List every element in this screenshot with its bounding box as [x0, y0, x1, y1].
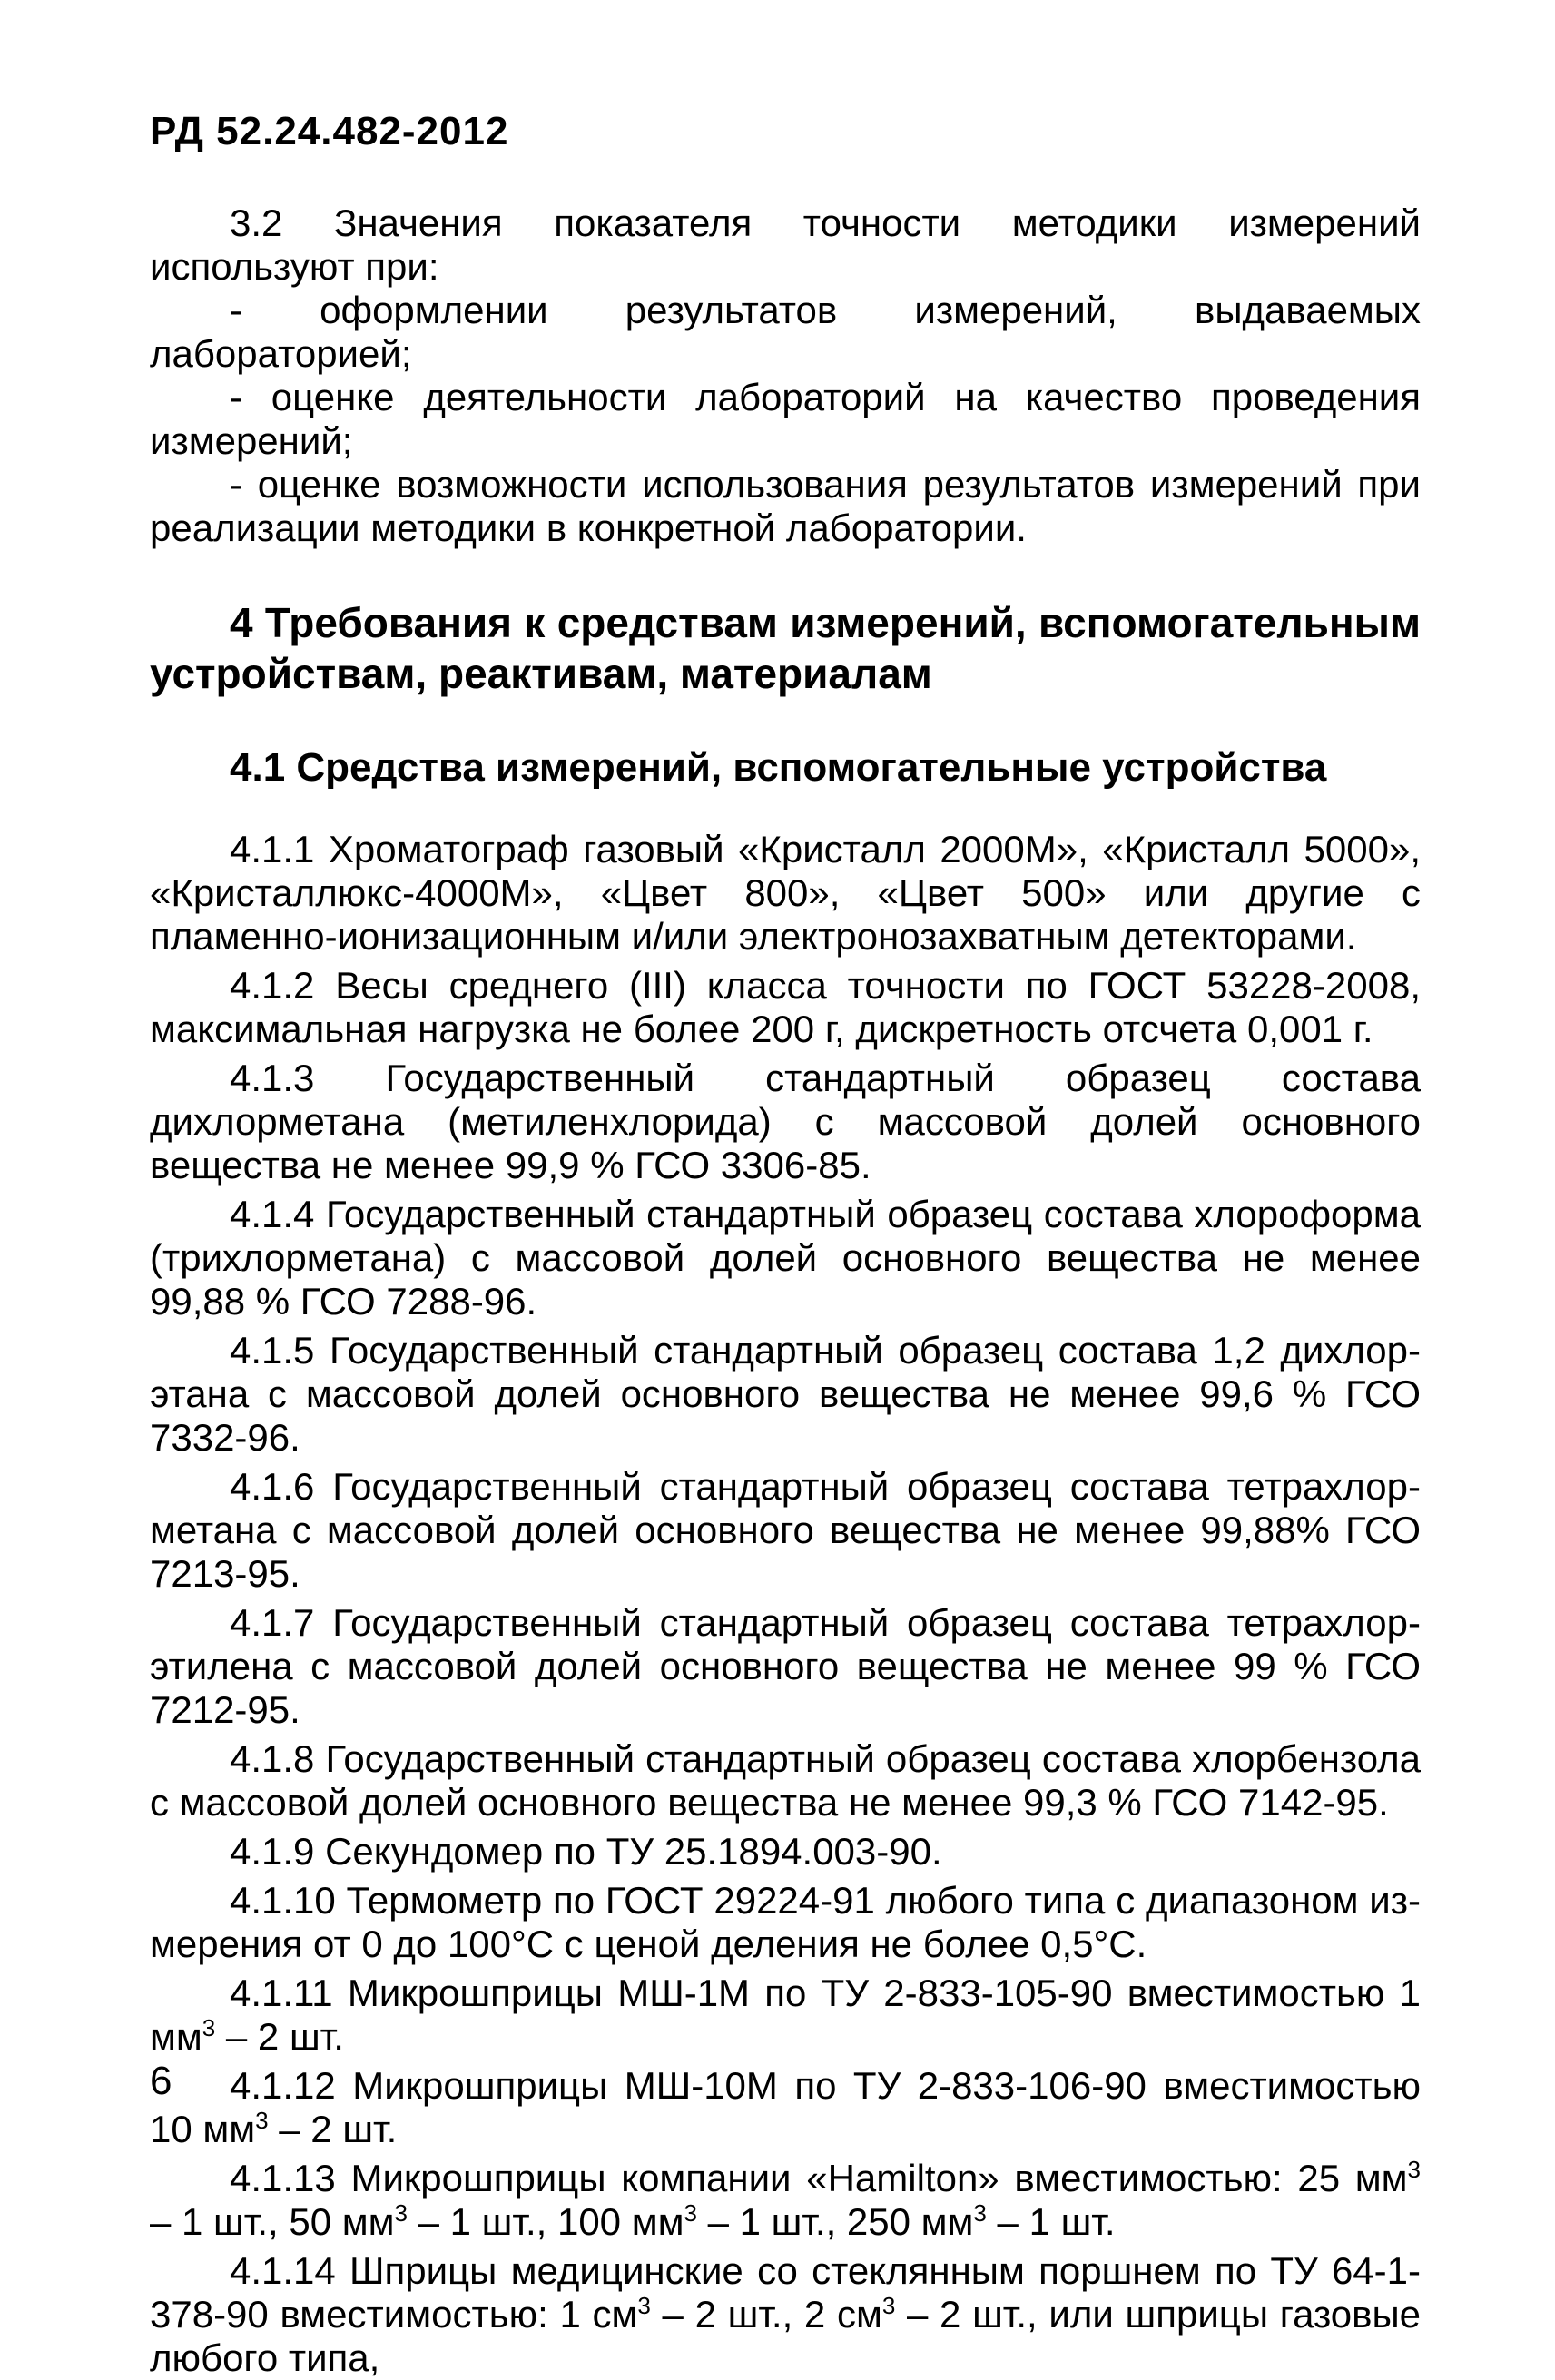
- subsection-heading-4-1: 4.1 Средства измерений, вспомогательные устройства: [230, 745, 1327, 790]
- superscript: 3: [1407, 2156, 1421, 2183]
- list-item: 4.1.2 Весы среднего (III) класса точности по ГОСТ 53228-2008, максимальная нагрузка не более 200 г, дискретность отсчета 0,001 г.: [150, 964, 1421, 1050]
- item-text: – 1 шт., 50 мм: [150, 2200, 395, 2243]
- list-item: 4.1.10 Термометр по ГОСТ 29224-91 любого типа с диапазоном из-мерения от 0 до 100°С с ценой деления не более 0,5°С.: [150, 1879, 1421, 1965]
- item-text: 4.1.11 Микрошприцы МШ-1М по ТУ 2-833-105-90 вместимостью 1 мм: [150, 1972, 1421, 2058]
- document-code: РД 52.24.482-2012: [150, 109, 509, 153]
- list-item-4-1-12: [150, 2064, 1421, 2151]
- page-number: 6: [150, 2059, 172, 2103]
- superscript: 3: [973, 2199, 987, 2227]
- list-item: 4.1.8 Государственный стандартный образец состава хлорбензола с массовой долей основного вещества не менее 99,3 % ГСО 7142-95.: [150, 1737, 1421, 1824]
- list-item: 4.1.7 Государственный стандартный образец состава тетрахлор-этилена с массовой долей основного вещества не менее 99 % ГСО 7212-95.: [150, 1601, 1421, 1731]
- list-item: 4.1.5 Государственный стандартный образец состава 1,2 дихлор-этана с массовой долей основного вещества не менее 99,6 % ГСО 7332-96.: [150, 1329, 1421, 1459]
- superscript: 3: [881, 2292, 896, 2319]
- item-text: – 2 шт., или шприцы газовые любого типа,: [150, 2293, 1421, 2379]
- superscript: 3: [394, 2199, 408, 2227]
- item-text: – 2 шт.: [268, 2108, 398, 2150]
- item-text: 4.1.14 Шприцы медицинские со стеклянным поршнем по ТУ 64-1-378-90 вместимостью: 1 см: [150, 2249, 1421, 2336]
- list-item: - оценке возможности использования результатов измерений при реализации методики в конкретной лаборатории.: [150, 463, 1421, 549]
- list-item: 4.1.6 Государственный стандартный образец состава тетрахлор-метана с массовой долей основного вещества не менее 99,88% ГСО 7213-95.: [150, 1465, 1421, 1595]
- list-item: 4.1.3 Государственный стандартный образец состава дихлорметана (метиленхлорида) с массовой долей основного вещества не менее 99,9 % ГСО 3306-85.: [150, 1057, 1421, 1186]
- item-text: – 2 шт., 2 см: [650, 2293, 882, 2336]
- superscript: 3: [684, 2199, 697, 2227]
- item-text: – 2 шт.: [215, 2015, 344, 2058]
- item-text: 4.1.12 Микрошприцы МШ-10М по ТУ 2-833-106-90 вместимостью 10 мм: [150, 2064, 1421, 2150]
- list-item-4-1-14: [150, 2249, 1421, 2380]
- superscript: 3: [202, 2014, 216, 2041]
- section-heading-4: 4 Требования к средствам измерений, вспомогательным устройствам, реактивам, материалам: [150, 599, 1421, 697]
- list-item: 4.1.9 Секундомер по ТУ 25.1894.003-90.: [230, 1830, 942, 1873]
- list-item: 4.1.4 Государственный стандартный образец состава хлороформа (трихлорметана) с массовой долей основного вещества не менее 99,88 % ГСО 7288-96.: [150, 1193, 1421, 1323]
- list-item: 4.1.1 Хроматограф газовый «Кристалл 2000М», «Кристалл 5000», «Кристаллюкс-4000М», «Цвет 800», «Цвет 500» или другие с пламенно-ионизационным и/или электронозахватным детекторами.: [150, 828, 1421, 958]
- list-item: - оформлении результатов измерений, выдаваемых лабораторией;: [150, 289, 1421, 375]
- list-item-4-1-13: [150, 2157, 1421, 2244]
- superscript: 3: [255, 2107, 269, 2134]
- item-text: – 1 шт.: [986, 2200, 1116, 2243]
- paragraph-3-2: 3.2 Значения показателя точности методики измерений используют при:: [150, 202, 1421, 288]
- item-text: – 1 шт., 100 мм: [407, 2200, 684, 2243]
- item-text: – 1 шт., 250 мм: [696, 2200, 974, 2243]
- list-item-4-1-11: [150, 1972, 1421, 2059]
- document-body: [150, 202, 1421, 2380]
- item-text: 4.1.13 Микрошприцы компании «Hamilton» вместимостью: 25 мм: [230, 2157, 1408, 2199]
- superscript: 3: [637, 2292, 651, 2319]
- list-item: - оценке деятельности лабораторий на качество проведения измерений;: [150, 376, 1421, 462]
